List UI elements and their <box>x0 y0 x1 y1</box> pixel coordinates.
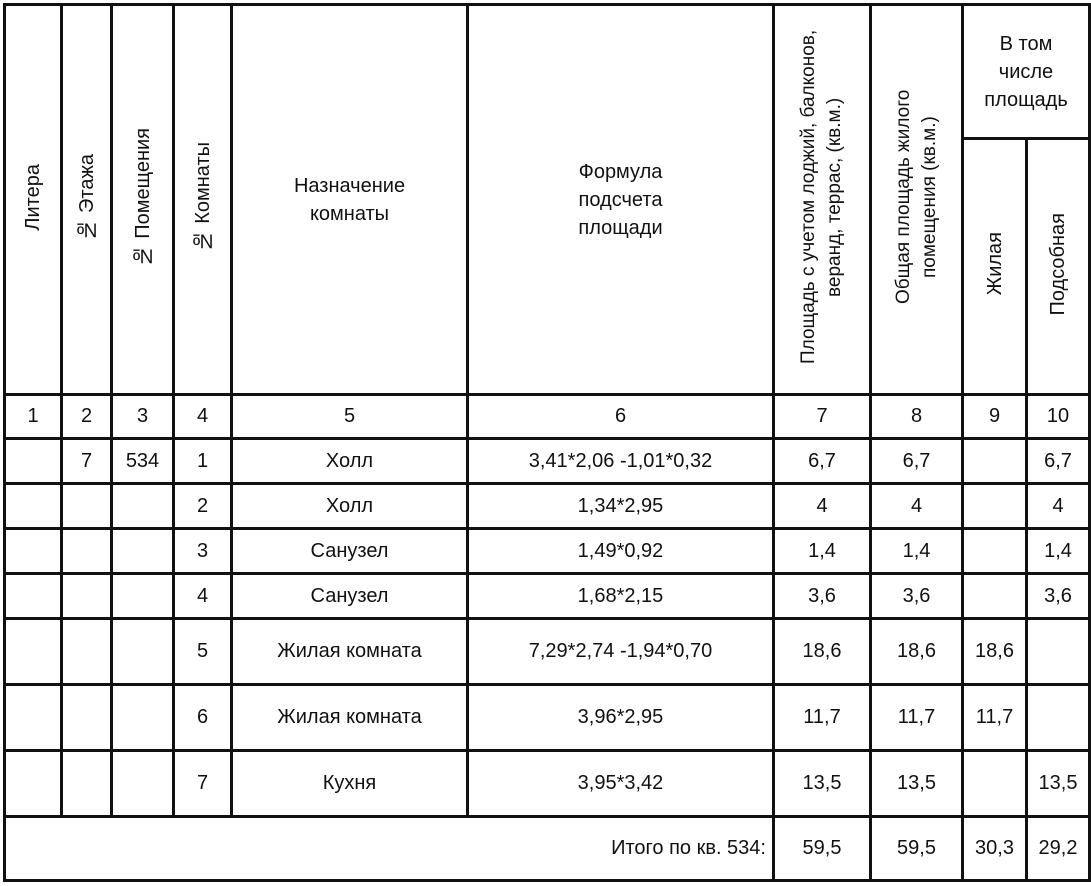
cell-purpose: Жилая комната <box>232 685 468 751</box>
table-row <box>5 619 1090 685</box>
cell-formula: 1,68*2,15 <box>468 574 774 619</box>
cell-living <box>963 484 1027 529</box>
cell-total: 13,5 <box>871 751 963 817</box>
cell-purpose: Санузел <box>232 529 468 574</box>
cell-purpose: Жилая комната <box>232 619 468 685</box>
cell-living <box>963 574 1027 619</box>
header-formula: Формула подсчета площади <box>468 5 774 395</box>
table-row <box>5 751 1090 817</box>
cell-purpose: Кухня <box>232 751 468 817</box>
cell-aux: 1,4 <box>1027 529 1090 574</box>
cell-area: 6,7 <box>774 439 871 484</box>
cell-aux <box>1027 685 1090 751</box>
cell-premise <box>112 685 174 751</box>
cell-living <box>963 751 1027 817</box>
cell-floor <box>62 619 112 685</box>
table-row <box>5 529 1090 574</box>
cell-premise <box>112 529 174 574</box>
cell-litera <box>5 484 62 529</box>
cell-total: 4 <box>871 484 963 529</box>
cell-living <box>963 529 1027 574</box>
cell-litera <box>5 685 62 751</box>
cell-premise <box>112 751 174 817</box>
total-living: 30,3 <box>963 817 1027 881</box>
cell-formula: 3,41*2,06 -1,01*0,32 <box>468 439 774 484</box>
cell-litera <box>5 751 62 817</box>
total-aux: 29,2 <box>1027 817 1090 881</box>
column-number: 8 <box>871 395 963 439</box>
table-row <box>5 484 1090 529</box>
cell-living: 11,7 <box>963 685 1027 751</box>
cell-floor <box>62 574 112 619</box>
header-row <box>5 5 1090 139</box>
cell-living: 18,6 <box>963 619 1027 685</box>
cell-total: 18,6 <box>871 619 963 685</box>
cell-total: 1,4 <box>871 529 963 574</box>
cell-total: 11,7 <box>871 685 963 751</box>
cell-purpose: Холл <box>232 439 468 484</box>
cell-room: 6 <box>174 685 232 751</box>
column-number: 1 <box>5 395 62 439</box>
cell-floor <box>62 529 112 574</box>
header-auxiliary: Подсобная <box>1027 139 1090 395</box>
header-floor: № Этажа <box>62 5 112 395</box>
header-room: № Комнаты <box>174 5 232 395</box>
cell-room: 2 <box>174 484 232 529</box>
table-row <box>5 574 1090 619</box>
cell-premise <box>112 574 174 619</box>
cell-aux: 13,5 <box>1027 751 1090 817</box>
cell-room: 7 <box>174 751 232 817</box>
cell-premise: 534 <box>112 439 174 484</box>
cell-formula: 3,95*3,42 <box>468 751 774 817</box>
cell-litera <box>5 619 62 685</box>
cell-floor <box>62 685 112 751</box>
cell-aux: 4 <box>1027 484 1090 529</box>
cell-formula: 1,49*0,92 <box>468 529 774 574</box>
cell-area: 13,5 <box>774 751 871 817</box>
column-number-row <box>5 395 1090 439</box>
header-area-with-balconies: Площадь с учетом лоджий, балконов, веранд, террас, (кв.м.) <box>774 5 871 395</box>
cell-premise <box>112 484 174 529</box>
cell-litera <box>5 439 62 484</box>
cell-litera <box>5 574 62 619</box>
cell-floor <box>62 751 112 817</box>
cell-purpose: Холл <box>232 484 468 529</box>
cell-room: 5 <box>174 619 232 685</box>
cell-room: 4 <box>174 574 232 619</box>
cell-formula: 1,34*2,95 <box>468 484 774 529</box>
cell-formula: 7,29*2,74 -1,94*0,70 <box>468 619 774 685</box>
cell-area: 1,4 <box>774 529 871 574</box>
cell-room: 1 <box>174 439 232 484</box>
cell-floor <box>62 484 112 529</box>
header-including-area: В том числе площадь <box>963 5 1090 139</box>
total-total: 59,5 <box>871 817 963 881</box>
cell-aux: 3,6 <box>1027 574 1090 619</box>
table-row <box>5 685 1090 751</box>
total-area: 59,5 <box>774 817 871 881</box>
total-row <box>5 817 1090 881</box>
column-number: 10 <box>1027 395 1090 439</box>
cell-area: 3,6 <box>774 574 871 619</box>
cell-litera <box>5 529 62 574</box>
column-number: 3 <box>112 395 174 439</box>
column-number: 7 <box>774 395 871 439</box>
cell-formula: 3,96*2,95 <box>468 685 774 751</box>
header-living: Жилая <box>963 139 1027 395</box>
explication-table <box>3 3 1091 882</box>
header-total-area: Общая площадь жилого помещения (кв.м.) <box>871 5 963 395</box>
cell-area: 18,6 <box>774 619 871 685</box>
cell-aux <box>1027 619 1090 685</box>
cell-floor: 7 <box>62 439 112 484</box>
cell-total: 3,6 <box>871 574 963 619</box>
cell-room: 3 <box>174 529 232 574</box>
total-label: Итого по кв. 534: <box>5 817 774 881</box>
header-purpose: Назначение комнаты <box>232 5 468 395</box>
column-number: 9 <box>963 395 1027 439</box>
cell-purpose: Санузел <box>232 574 468 619</box>
cell-area: 4 <box>774 484 871 529</box>
cell-premise <box>112 619 174 685</box>
column-number: 6 <box>468 395 774 439</box>
cell-aux: 6,7 <box>1027 439 1090 484</box>
cell-living <box>963 439 1027 484</box>
cell-area: 11,7 <box>774 685 871 751</box>
column-number: 4 <box>174 395 232 439</box>
table-row <box>5 439 1090 484</box>
cell-total: 6,7 <box>871 439 963 484</box>
column-number: 2 <box>62 395 112 439</box>
header-premise: № Помещения <box>112 5 174 395</box>
header-litera: Литера <box>5 5 62 395</box>
column-number: 5 <box>232 395 468 439</box>
